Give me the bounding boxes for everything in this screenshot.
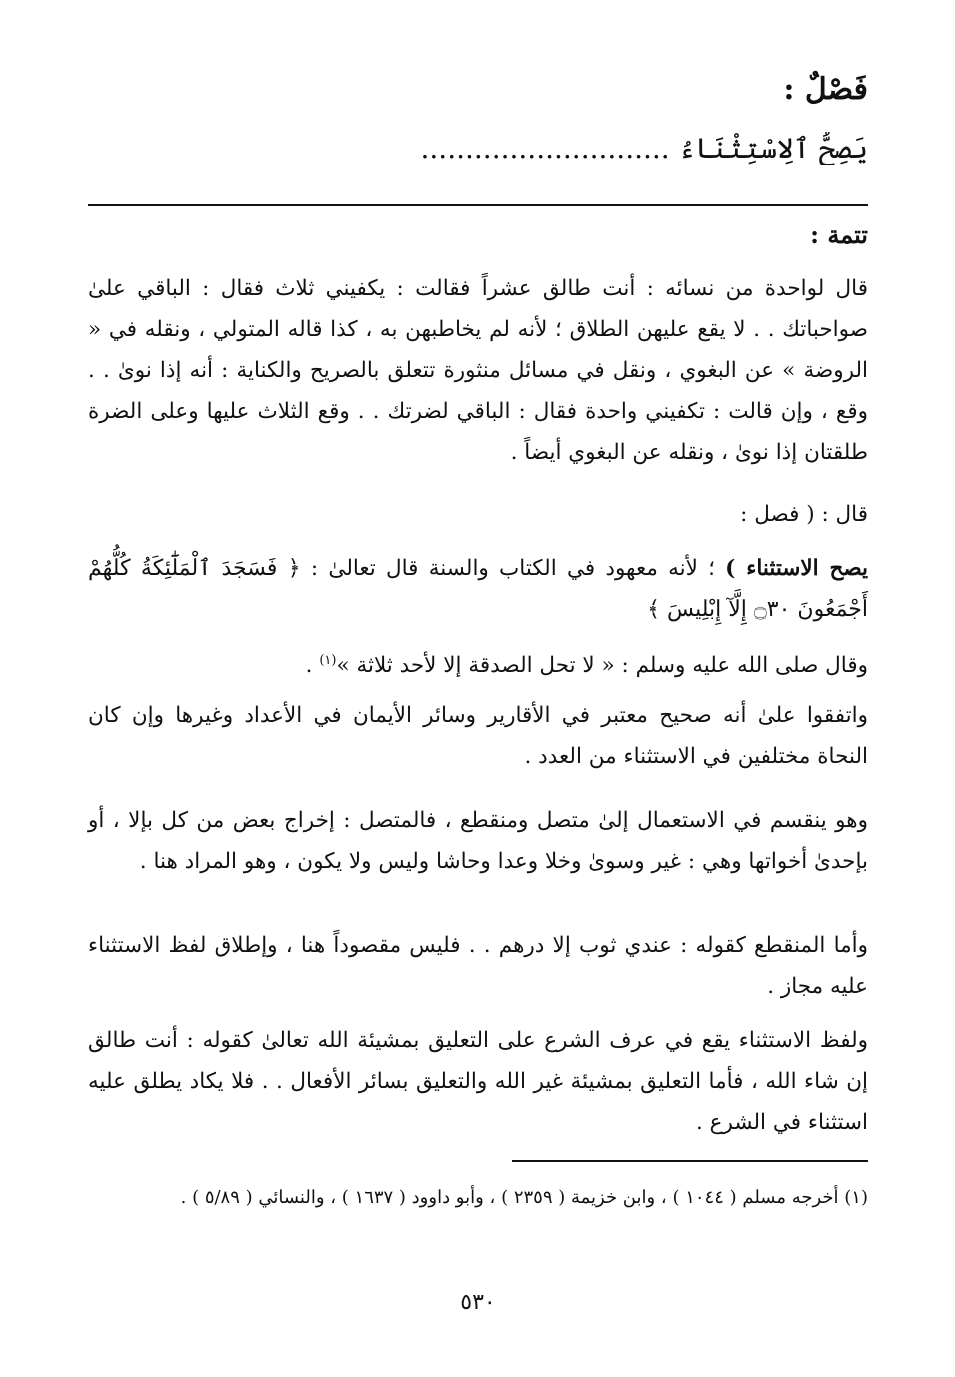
quran-verse: ﴿ فَسَجَدَ ٱلْمَلَٰٓئِكَةُ كُلُّهُمْ أَجْمَعُونَ ۝٣٠ إِلَّآ إِبْلِيسَ ﴾ [88, 556, 868, 622]
footnote-ref: (١) [319, 653, 337, 668]
leader-dots: ............................ [420, 132, 670, 165]
tatimma-label: تتمة : [810, 220, 868, 249]
footnote-rule [512, 1160, 868, 1162]
qala-text: قال : ( فصل : [740, 502, 868, 527]
section-heading-line [88, 132, 868, 165]
page-number: ٥٣٠ [460, 1290, 496, 1315]
munqati-paragraph: وأما المنقطع كقوله : عندي ثوب إلا درهم . . فليس مقصوداً هنا ، وإطلاق لفظ الاستثناء عليه مجاز . [88, 933, 868, 999]
matn-text: يصح الاستثناء ) [725, 556, 868, 581]
agreement-paragraph: واتفقوا علىٰ أنه صحيح معتبر في الأقارير وسائر الأيمان في الأعداد وغيرها وإن كان النحاة مختلفين في الاستثناء من العدد . [88, 703, 868, 769]
hadith-end: . [305, 653, 320, 679]
footnote-number: (١) [844, 1187, 868, 1208]
division-paragraph: وهو ينقسم في الاستعمال إلىٰ متصل ومنقطع ، فالمتصل : إخراج بعض من كل بإلا ، أو بإحدىٰ أخواتها وهي : غير وسوىٰ وخلا وعدا وحاشا وليس ولا يكون ، وهو المراد هنا . [88, 808, 868, 874]
lafz-paragraph: ولفظ الاستثناء يقع في عرف الشرع على التعليق بمشيئة الله تعالىٰ كقوله : أنت طالق إن شاء الله ، فأما التعليق بمشيئة غير الله والتعليق بسائر الأفعال . . فلا يكاد يطلق عليه استثناء في الشرع . [88, 1028, 868, 1135]
section-heading: يَصِحُّ ٱلِاسْتِثْنَاءُ [678, 132, 868, 165]
section-title: فَصْلٌ : [783, 72, 868, 107]
matn-paragraph [88, 548, 868, 630]
footnote [88, 1182, 868, 1214]
reason-text: ؛ لأنه معهود في الكتاب والسنة قال تعالىٰ : [300, 556, 726, 581]
divider-rule [88, 204, 868, 206]
hadith-paragraph [88, 640, 868, 686]
tatimma-paragraph: قال لواحدة من نسائه : أنت طالق عشراً فقالت : يكفيني ثلاث فقال : الباقي علىٰ صواحباتك . . لا يقع عليهن الطلاق ؛ لأنه لم يخاطبهن به ، كذا قاله المتولي ، ونقله في « الروضة » عن البغوي ، ونقل في مسائل منثورة تتعلق بالصريح والكناية : أنه إذا نوىٰ . . وقع ، وإن قالت : تكفيني واحدة فقال : الباقي لضرتك . . وقع الثلاث عليها وعلى الضرة طلقتان إذا نوىٰ ، ونقله عن البغوي أيضاً . [88, 276, 868, 465]
hadith-text: وقال صلى الله عليه وسلم : « لا تحل الصدقة إلا لأحد ثلاثة » [336, 653, 868, 679]
commentary-qala [88, 494, 868, 535]
footnote-text: أخرجه مسلم ( ١٠٤٤ ) ، وابن خزيمة ( ٢٣٥٩ ) ، وأبو داوود ( ١٦٣٧ ) ، والنسائي ( ٥/٨٩ ) . [180, 1187, 845, 1208]
